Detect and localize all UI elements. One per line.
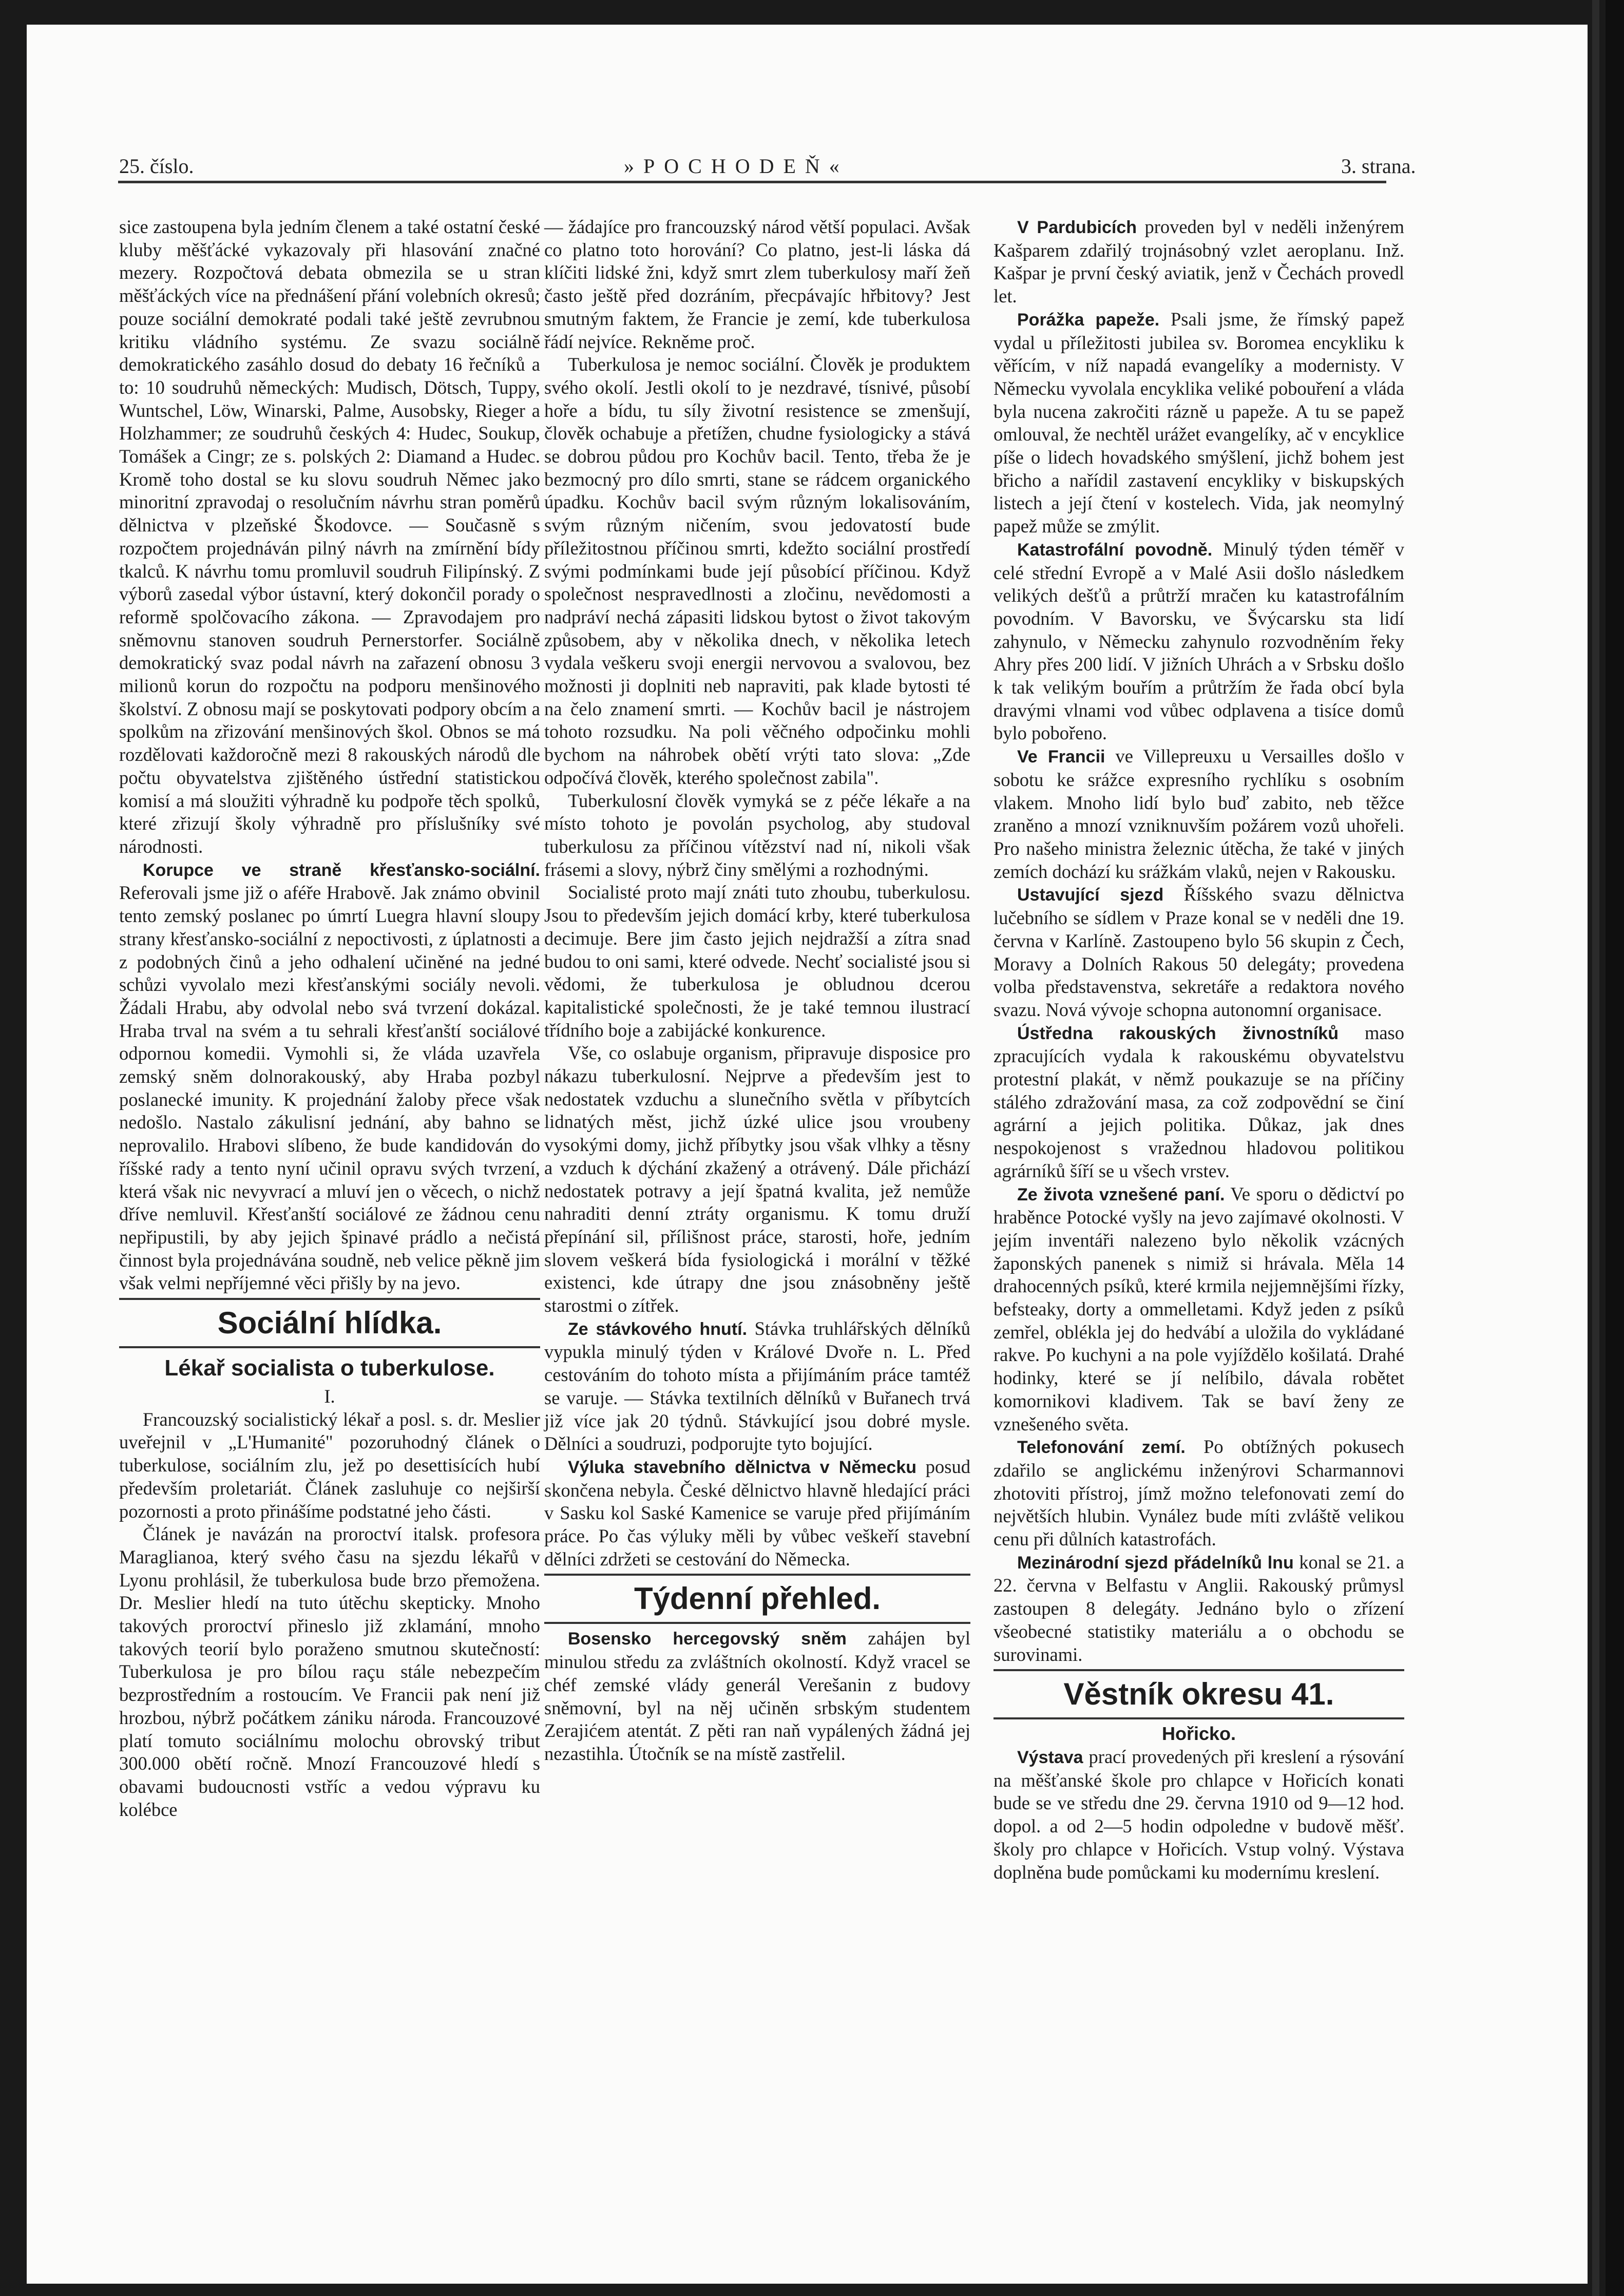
paragraph: Vše, co oslabuje organism, připravuje disposice pro nákazu tuberkulosní. Nejprve a především jest to nedostatek vzduchu a slunečního světla v příbytcích lidnatých měst, jichž úzké ulice jsou vroubeny vysokými domy, jichž příbytky jsou však vlhky a těsny a vzduch k dýchání zkažený a otrávený. Dále přichází nedostatek potravy a její špatná kvalita, jež nemůže nahraditi denní ztráty organismu. K tomu druží přepínání sil, přílišnost práce, starosti, hoře, jedním slovem veškerá bída fysiologická i morální v těžké existenci, kde útrapy dne jsou znásobněny ještě starostmi o zítřek. — [544, 1042, 970, 1316]
paragraph-text: prací provedených při kreslení a rýsování na měšťanské škole pro chlapce v Hořicích konati bude se ve středu dne 29. června 1910 od 9—12 hod. dopol. a od 2—5 hodin odpoledne v budově měšť. školy pro chlapce v Hořicích. Vstup volný. Výstava doplněna bude pomůckami ku modernímu kreslení. — [993, 1746, 1404, 1883]
section-rule — [993, 1717, 1404, 1719]
paragraph-text: Minulý týden téměř v celé střední Evropě a v Malé Asii došlo následkem velikých dešťů a průtrží mračen ku katastrofálním povodním. V Bavorsku, ve Švýcarsku sta lidí zahynulo, v Německu zahynulo rozvodněním řeky Ahry přes 200 lidí. V jižních Uhrách a v Srbsku došlo k tak velikým bouřím a průtržím že řada obcí byla dravými vlnami vod vůbec odplavena a tisíce domů bylo pobořeno. — [993, 538, 1404, 744]
article-title: Lékař socialista o tuberkulose. — [164, 1355, 495, 1381]
header-rule — [118, 181, 1386, 183]
paragraph: Francouzský socialistický lékař a posl. s. dr. Meslier uveřejnil v „L'Humanité" pozoruhodný článek o tuberkulose, sociálním zlu, jež po desettisících hubí především proletariát. Článek zasluhuje co nejširší pozornosti a proto přinášíme podstatné jeho části. — [119, 1408, 540, 1522]
paragraph — [993, 1551, 1404, 1667]
paragraph-lead: V Pardubicích — [1017, 218, 1137, 237]
paragraph — [993, 216, 1404, 308]
section-rule — [119, 1298, 540, 1300]
paragraph — [544, 1627, 970, 1765]
column-2 — [544, 216, 970, 1766]
issue-number: 25. číslo. — [119, 155, 194, 178]
paragraph-lead: Ústředna rakouských živnostníků — [1017, 1023, 1339, 1043]
scan-edge — [1606, 0, 1624, 2296]
paragraph-lead: Ze stávkového hnutí. — [568, 1319, 748, 1339]
paragraph-lead: Ustavující sjezd — [1017, 885, 1164, 905]
paragraph: Socialisté proto mají znáti tuto zhoubu, tuberkulosu. Jsou to především jejich domácí krby, které tuberkulosa decimuje. Bere jim často jejich nejdražší a zítra snad budou to oni sami, které odvede. Nechť socialisté jsou si vědomi, že tuberkulosa je obludnou dcerou kapitalistické společnosti, že je také temnou ilustrací třídního boje a zabijácké konkurence. — [544, 882, 970, 1041]
paragraph — [119, 858, 540, 1295]
paragraph: Článek je navázán na proroctví italsk. profesora Maraglianoa, který svého času na sjezdu lékařů v Lyonu prohlásil, že tuberkulosa bude brzo přemožena. Dr. Meslier hledí na tuto útěchu skepticky. Mnoho takových proroctví přineslo již zklamání, mnoho takových teorií bylo poraženo smutnou skutečností: Tuberkulosa je pro bílou raçu stále nebezpečím bezprostředním a rostoucím. Ve Francii pak není již hrozbou, nýbrž počátkem zániku národa. Francouzové platí tomuto sociálnímu molochu obrovský tribut 300.000 obětí ročně. Mnozí Francouzové hledí s obavami budoucnosti vstříc a vedou výpravu ku kolébce — [119, 1523, 540, 1820]
paragraph — [993, 1022, 1404, 1183]
paragraph — [993, 1746, 1404, 1884]
newspaper-title: »POCHODEŇ« — [624, 155, 849, 178]
paragraph-lead: Mezinárodní sjezd přádelníků lnu — [1017, 1553, 1294, 1573]
paragraph-text: proveden byl v neděli inženýrem Kašparem zdařilý trojnásobný vzlet aeroplanu. Inž. Kašpar je první český aviatik, jenž v Čechách provedl let. — [993, 216, 1405, 307]
section-title: Sociální hlídka. — [217, 1306, 442, 1341]
paragraph — [993, 308, 1404, 538]
paragraph — [544, 1317, 970, 1456]
section-title: Věstník okresu 41. — [1063, 1677, 1334, 1712]
paragraph-text: zahájen byl minulou středu za zvláštních okolností. Když vracel se chéf zemské vlády generál Verešanin z budovy sněmovní, byl na něj učiněn srbským studentem Zerajićem atentát. Z pěti ran naň vypálených žádná jej nezastihla. Útočník se na místě zastřelil. — [544, 1628, 971, 1764]
section-rule — [544, 1574, 970, 1576]
paragraph-lead: Katastrofální povodně. — [1017, 540, 1213, 560]
column-3 — [993, 216, 1404, 1884]
paragraph-lead: Bosensko hercegovský sněm — [568, 1629, 847, 1649]
paragraph — [993, 538, 1404, 745]
paragraph-lead: Ze života vznešené paní. — [1017, 1184, 1225, 1204]
paragraph: sice zastoupena byla jedním členem a také ostatní české kluby měšťácké vykazovaly při hlasování značné mezery. Rozpočtová debata obmezila se u stran měšťáckých více na přednášení přání volebních okresů; pouze sociální demokraté podali také ještě zevrubnou kritiku vládního systému. Ze svazu sociálně demokratického zasáhlo dosud do debaty 16 řečníků a to: 10 soudruhů německých: Mudisch, Dötsch, Tuppy, Wuntschel, Löw, Winarski, Palme, Ausobsky, Rieger a Holzhammer; ze soudruhů českých 4: Hudec, Soukup, Tomášek a Cingr; ze s. polských 2: Diamand a Hudec. Kromě toho dostal se ku slovu soudruh Němec jako minoritní zpravodaj o resolučním návrhu stran poměrů dělnictva v plzeňské Škodovce. — Současně s rozpočtem projednáván pilný návrh na zmírnění bídy tkalců. K návrhu tomu promluvil soudruh Filipínský. Z výborů zasedal výbor ústavní, který dokončil porady o reformě spolčovacího zákona. — Zpravodajem pro sněmovnu stanoven soudruh Pernerstorfer. Sociálně demokratický svaz podal návrh na zařazení obnosu 3 milionů korun do rozpočtu na podporu menšinového školství. Z obnosu mají se poskytovati podpory obcím a spolkům na zřizování menšinových škol. Obnos se má rozdělovati každoročně mezi 8 rakouských národů dle počtu obyvatelstva zjištěného ústřední statistickou komisí a má sloužiti výhradně ku podpoře těch spolků, které zřizují školy výhradně pro příslušníky své národnosti. — [119, 216, 540, 857]
paragraph-lead: Korupce ve straně křesťansko-sociální. — [143, 860, 540, 880]
paragraph-text: Psali jsme, že římský papež vydal u příležitosti jubilea sv. Boromea encykliku k věřícím, v níž napadá evangelíky a modernisty. V Německu vyvolala encyklika veliké pobouření a vláda byla nucena zakročiti rázně u papeže. A tu se papež omlouval, že nechtěl urážet evangelíky, ač v encyklice píše o lidech hovadského smýšlení, jichž bohem jest břicho a nařídil zastavení encykliky v biskupských listech a její čtení v kostelech. Vida, jak neomylný papež může se zmýlit. — [993, 308, 1405, 537]
section-title: Týdenní přehled. — [634, 1581, 881, 1616]
paragraph: Tuberkulosní člověk vymyká se z péče lékaře a na místo tohoto je povolán psycholog, aby studoval tuberkulosu za příčinou vítězství nad ní, nikoli však frásemi a slovy, nýbrž činy smělými a rozhodnými. — [544, 790, 970, 880]
paragraph-text: Ve sporu o dědictví po hraběnce Potocké vyšly na jevo zajímavé okolnosti. V jejím inventáři nalezeno bylo několik vzácných žaponských panenek s nimiž si hrávala. Měla 14 drahocenných psíků, které krmila nejjemnějšími řízky, befsteaky, dorty a ommelletami. Když jeden z psíků zemřel, oblékla jej do hedvábí a uložila do vykládané rakve. Po kuchyni a na pole vyjíždělo košilatá. Drahé hodinky, které se jí nelíbilo, dávala robětet komornikovi kladivem. Tak se baví ženy ze vznešeného světa. — [993, 1183, 1405, 1434]
paragraph-text: Po obtížných pokusech zdařilo se anglickému inženýrovi Scharmannovi zhotoviti přístroj, jímž možno telefonovati zemí do největších hlubin. Vynález bude míti zvláště velikou cenu při důlních katastrofách. — [993, 1436, 1404, 1550]
article-number: I. — [324, 1386, 335, 1407]
paragraph-text: ve Villepreuxu u Versailles došlo v sobotu ke srážce expresního rychlíku s osobním vlakem. Mnoho lidí bylo buď zabito, neb těžce zraněno a mnozí vzniknuvším požárem vozů uhořeli. Pro našeho ministra železnic útěcha, že také v jiných zemích dochází ku srážkám vlaků, nejen v Rakousku. — [993, 745, 1405, 882]
section-rule — [993, 1669, 1404, 1671]
paragraph — [993, 883, 1404, 1021]
subsection-title: Hořicko. — [1161, 1723, 1236, 1745]
paragraph-text: maso zpracujících vydala k rakouskému obyvatelstvu protestní plakát, v němž poukazuje se na příčiny stálého zdražování masa, za což zodpovědní se činí agrární a jejich politika. Důkaz, jak dnes nespokojenost s vražednou hladovou politikou agrárníků šíří se u všech vrstev. — [993, 1022, 1405, 1181]
paragraph: Tuberkulosa je nemoc sociální. Člověk je produktem svého okolí. Jestli okolí to je nezdravé, tísnivé, působí hoře a bídu, tu síly životní resistence se zmenšují, člověk ochabuje a přetížen, chudne fysiologicky a stává se dobrou půdou pro Kochův bacil. Tento, třeba že je bezmocný pro dílo smrti, stane se rádcem organického úpadku. Kochův bacil svým různým lokalisováním, svým různým ničením, svou jedovatostí bude příležitostnou příčinou smrti, kdežto sociální prostředí svými podmínkami bude její působící příčinou. Když společnost nespravedlnosti a zločinu, nevědomosti a nadpráví nechá zápasiti lidskou bytost o život takovým způsobem, aby v několika dnech, v několika letech vydala veškeru svoji energii nervovou a svalovou, bez možnosti ji doplniti neb napraviti, pak klade bytosti té na čelo znamení smrti. — Kochův bacil je nástrojem tohoto rozsudku. Na poli věčného odpočinku mohli bychom na náhrobek obětí vrýti tato slova: „Zde odpočívá člověk, kterého společnost zabila". — [544, 354, 970, 788]
section-rule — [119, 1346, 540, 1348]
paragraph-lead: Telefonování zemí. — [1017, 1438, 1186, 1458]
page-edge-shadow — [1592, 0, 1599, 2296]
paragraph — [993, 1183, 1404, 1436]
paragraph-text: Stávka truhlářských dělníků vypukla minulý týden v Králové Dvoře n. L. Před cestováním do tohoto místa a přijímáním práce tamtéž se varuje. — Stávka textilních dělníků v Buřanech trvá již více jak 20 týdnů. Stávkující jsou dobré mysle. Dělníci a soudruzi, podporujte tyto bojující. — [544, 1317, 970, 1455]
paragraph-text: Říšského svazu dělnictva lučebního se sídlem v Praze konal se v neděli dne 19. června v Karlíně. Zastoupeno bylo 56 skupin z Čech, Moravy a Dolních Rakous 50 delegáty; provedena volba představenstva, sekretáře a redaktora nového svazu. Nová vývoje schopna autonomní organisace. — [993, 884, 1404, 1020]
paragraph — [993, 1436, 1404, 1551]
paragraph-lead: Výstava — [1017, 1748, 1083, 1767]
paragraph-lead: Výluka stavebního dělnictva v Německu — [568, 1457, 916, 1477]
paragraph — [544, 1456, 970, 1571]
paragraph-text: konal se 21. a 22. června v Belfastu v Anglii. Rakouský průmysl zastoupen 8 delegáty. Jednáno bylo o zřízení všeobecné statistiky materiálu a o obchodu se surovinami. — [993, 1551, 1405, 1665]
section-rule — [544, 1622, 970, 1624]
paragraph-lead: Ve Francii — [1017, 747, 1105, 767]
paragraph-lead: Porážka papeže. — [1017, 310, 1160, 330]
column-1 — [119, 216, 540, 1821]
page-number: 3. strana. — [1341, 155, 1416, 178]
paragraph-text: posud skončena nebyla. České dělnictvo hlavně hledající práci v Sasku kol Saské Kamenice se varuje před přijímáním práce. Po čas výluky měli by vůbec veškeří stavební dělníci zdržeti se cestování do Německa. — [544, 1456, 970, 1570]
paragraph — [993, 745, 1404, 883]
paragraph-text: Referovali jsme již o aféře Hrabově. Jak známo obvinil tento zemský poslanec po úmrtí Luegra hlavní sloupy strany křesťansko-sociální z nepoctivosti, z úplatnosti a z podobných činů a jeho odhalení učiněné na jedné schůzi vyvolalo mezi křesťanskými sociály nevoli. Žádali Hrabu, aby odvolal nebo svá tvrzení dokázal. Hraba trval na svém a tu sehrali křesťanští sociálové odpornou komedii. Vymohli si, že vláda uzavřela zemský sněm dolnorakouský, aby Hraba pozbyl poslanecké imunity. K projednání žaloby přece však nedošlo. Nastalo zákulisní jednání, aby bahno se neprovalilo. Hrabovi slíbeno, že bude kandidován do říšské rady a tento nyní učinil opravu svých tvrzení, která však nic nevyvrací a mluví jen o věcech, o nichž dříve nemluvil. Křesťanští sociálové ze žádnou cenu nepřipustili, by aby jejich špinavé prádlo a nečistá činnost byla projednávána soudně, neb velice pěkně jim však velmi nepříjemné věci přišly by na jevo. — [119, 882, 540, 1294]
paragraph: — žádajíce pro francouzský národ větší populaci. Avšak co platno toto horování? Co platno, jest-li láska dá klíčiti lidské žni, když smrt zlem tuberkulosy maří žeň často ještě před dozráním, přecpávajíc hřbitovy? Jest smutným faktem, že Francie je zemí, kde tuberkulosa řádí nejvíce. Rekněme proč. — [544, 216, 970, 352]
